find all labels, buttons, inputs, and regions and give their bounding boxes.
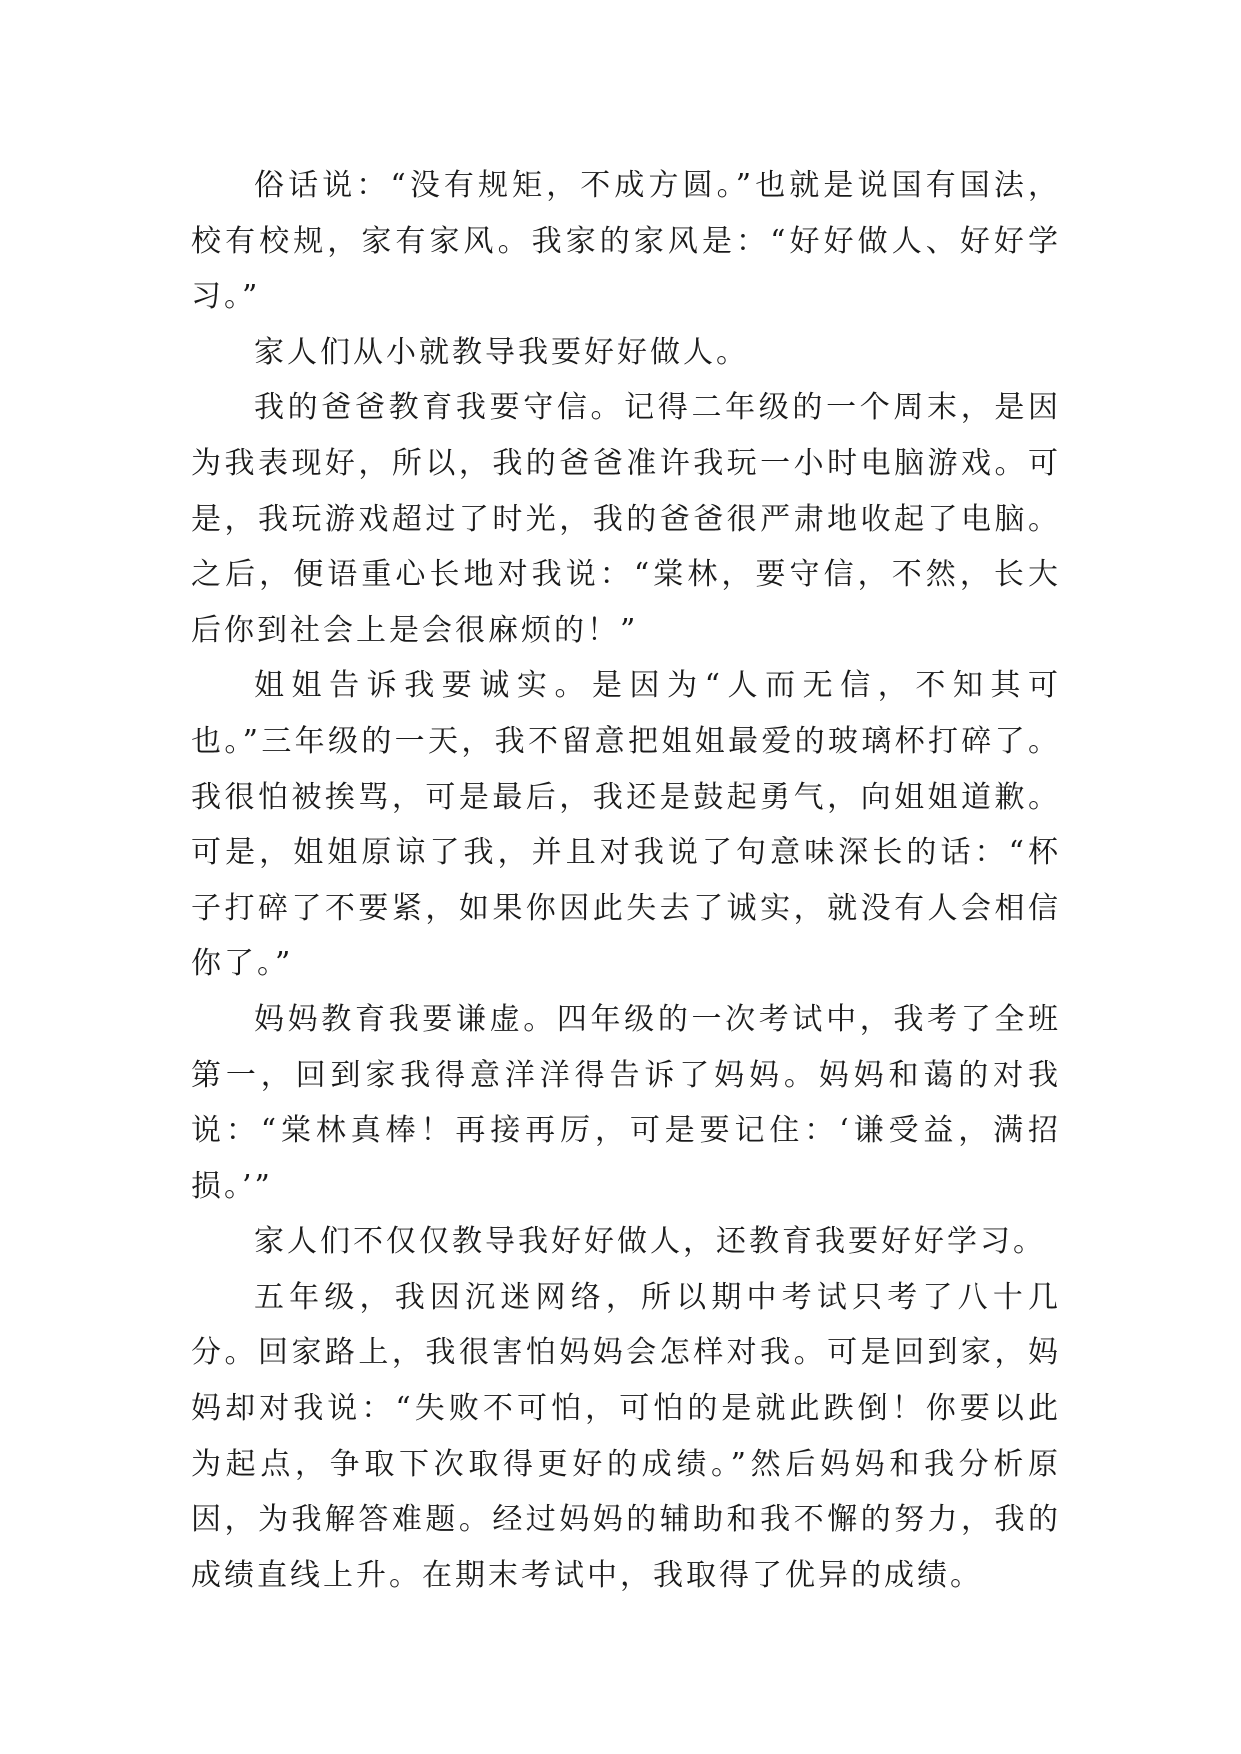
paragraph-father-trust: 我的爸爸教育我要守信。记得二年级的一个周末，是因为我表现好，所以，我的爸爸准许我玩一小时电脑游戏。可是，我玩游戏超过了时光，我的爸爸很严肃地收起了电脑。之后，便语重心长地对我说：“棠林，要守信，不然，长大后你到社会上是会很麻烦的！” (191, 390, 1061, 648)
paragraph-be-good-person: 家人们从小就教导我要好好做人。 (254, 334, 749, 370)
paragraph-mother-modesty: 妈妈教育我要谦虚。四年级的一次考试中，我考了全班第一，回到家我得意洋洋得告诉了妈妈。妈妈和蔼的对我说：“棠林真棒！再接再厉，可是要记住：‘谦受益，满招损。’” (191, 1001, 1061, 1204)
paragraph-family-rules: 俗话说：“没有规矩，不成方圆。”也就是说国有国法，校有校规，家有家风。我家的家风是：“好好做人、好好学习。” (191, 168, 1061, 315)
paragraph-sister-honesty: 姐姐告诉我要诚实。是因为“人而无信，不知其可也。”三年级的一天，我不留意把姐姐最爱的玻璃杯打碎了。我很怕被挨骂，可是最后，我还是鼓起勇气，向姐姐道歉。可是，姐姐原谅了我，并且对我说了句意味深长的话：“杯子打碎了不要紧，如果你因此失去了诚实，就没有人会相信你了。” (191, 668, 1061, 982)
document-body (191, 158, 1061, 1603)
paragraph-study-well: 家人们不仅仅教导我好好做人，还教育我要好好学习。 (254, 1224, 1046, 1260)
paragraph-grade-five: 五年级，我因沉迷网络，所以期中考试只考了八十几分。回家路上，我很害怕妈妈会怎样对我。可是回到家，妈妈却对我说：“失败不可怕，可怕的是就此跌倒！你要以此为起点，争取下次取得更好的成绩。”然后妈妈和我分析原因，为我解答难题。经过妈妈的辅助和我不懈的努力，我的成绩直线上升。在期末考试中，我取得了优异的成绩。 (191, 1279, 1061, 1593)
